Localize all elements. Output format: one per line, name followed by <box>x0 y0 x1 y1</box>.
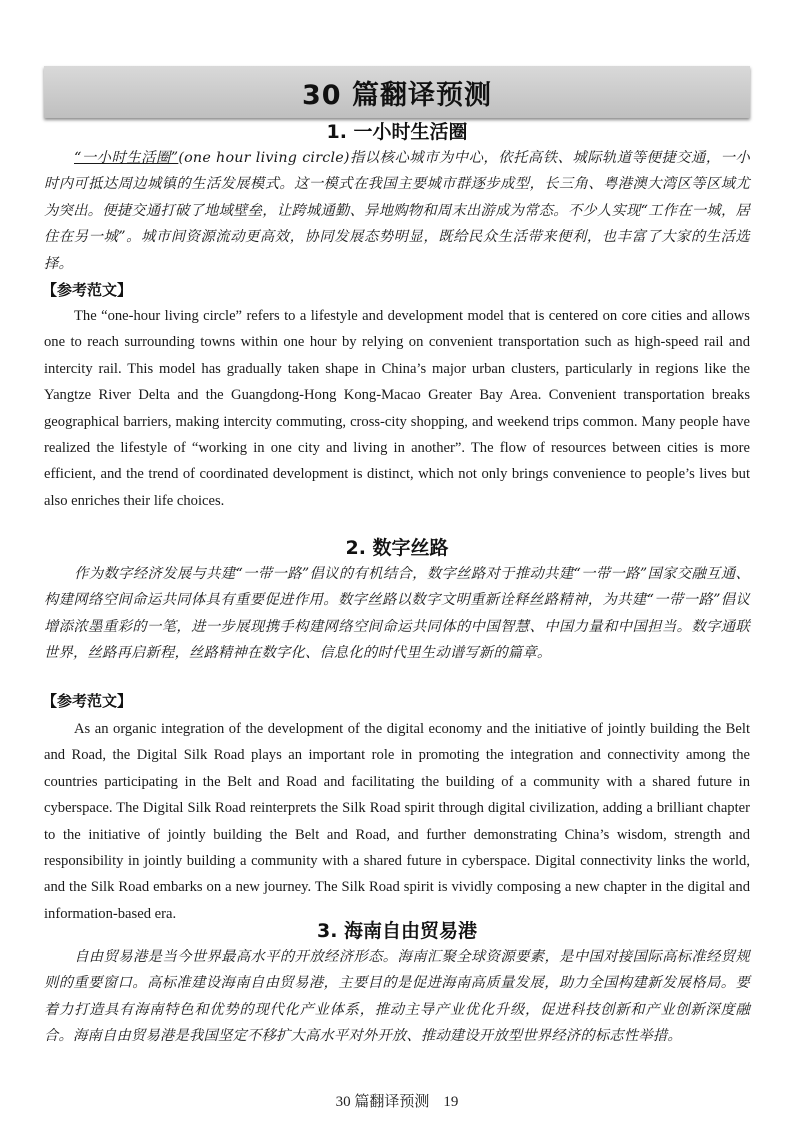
section-1-reference-label: 【参考范文】 <box>42 281 133 299</box>
section-2-reference-label: 【参考范文】 <box>42 692 133 710</box>
section-3-chinese-text <box>44 944 750 1050</box>
section-1-english-text <box>44 303 750 514</box>
section-2-heading: 2. 数字丝路 <box>345 537 449 559</box>
page-footer <box>44 1090 750 1111</box>
footer-title: 30 篇翻译预测 <box>335 1094 430 1110</box>
title-banner <box>44 66 750 118</box>
section-3-heading: 3. 海南自由贸易港 <box>316 920 478 942</box>
section-1-heading: 1. 一小时生活圈 <box>326 121 468 143</box>
section-1-chinese-body: (one hour living circle)指以核心城市为中心，依托高铁、城际轨道等便捷交通，一小时内可抵达周边城镇的生活发展模式。这一模式在我国主要城市群逐步成型，长三角、粤港澳大湾区等区域尤为突出。便捷交通打破了地域壁垒，让跨城通勤、异地购物和周末出游成为常态。不少人实现“工作在一城，居住在另一城”。城市间资源流动更高效，协同发展态势明显，既给民众生活带来便利，也丰富了大家的生活选择。 <box>44 150 751 272</box>
page-number: 19 <box>443 1094 459 1110</box>
section-1-english-body: The “one-hour living circle” refers to a lifestyle and development model that is centered on core cities and allows one to reach surrounding towns within one hour by relying on convenient transportation such as high-speed rail and intercity rail. This model has gradually taken shape in China’s major urban clusters, particularly in regions like the Yangtze River Delta and the Guangdong-Hong Kong-Macao Greater Bay Area. Convenient transportation breaks geographical barriers, making intercity commuting, cross-city shopping, and weekend trips common. Many people have realized the lifestyle of “working in one city and living in another”. The flow of resources between cities is more efficient, and the trend of coordinated development is distinct, which not only brings convenience to people’s lives but also enriches their life choices. <box>44 308 750 509</box>
section-2-english-text <box>44 716 750 927</box>
section-3-chinese-body: 自由贸易港是当今世界最高水平的开放经济形态。海南汇聚全球资源要素，是中国对接国际高标准经贸规则的重要窗口。高标准建设海南自由贸易港，主要目的是促进海南高质量发展，助力全国构建新发展格局。要着力打造具有海南特色和优势的现代化产业体系，推动主导产业优化升级，促进科技创新和产业创新深度融合。海南自由贸易港是我国坚定不移扩大高水平对外开放、推动建设开放型世界经济的标志性举措。 <box>44 949 750 1045</box>
section-2-english-body: As an organic integration of the development of the digital economy and the initiative of jointly building the Belt and Road, the Digital Silk Road plays an important role in promoting the integration and connectivity among the countries participating in the Belt and Road and facilitating the building of a community with a shared future in cyberspace. The Digital Silk Road reinterprets the Silk Road spirit through digital civilization, adding a brilliant chapter to the initiative of jointly building the Belt and Road, and further demonstrating China’s wisdom, strength and responsibility in jointly building a community with a shared future in cyberspace. Digital connectivity links the world, and the Silk Road embarks on a new journey. The Silk Road spirit is vividly composing a new chapter in the digital and information-based era. <box>44 721 750 922</box>
section-2-chinese-text <box>44 561 750 667</box>
section-1-term: “一小时生活圈” <box>74 150 179 166</box>
section-1-chinese-text <box>44 145 750 277</box>
section-2-chinese-body: 作为数字经济发展与共建“一带一路”倡议的有机结合，数字丝路对于推动共建“一带一路”国家交融互通、构建网络空间命运共同体具有重要促进作用。数字丝路以数字文明重新诠释丝路精神，为共建“一带一路”倡议增添浓墨重彩的一笔，进一步展现携手构建网络空间命运共同体的中国智慧、中国力量和中国担当。数字通联世界，丝路再启新程，丝路精神在数字化、信息化的时代里生动谱写新的篇章。 <box>44 566 750 662</box>
page-title: 30 篇翻译预测 <box>302 79 492 111</box>
